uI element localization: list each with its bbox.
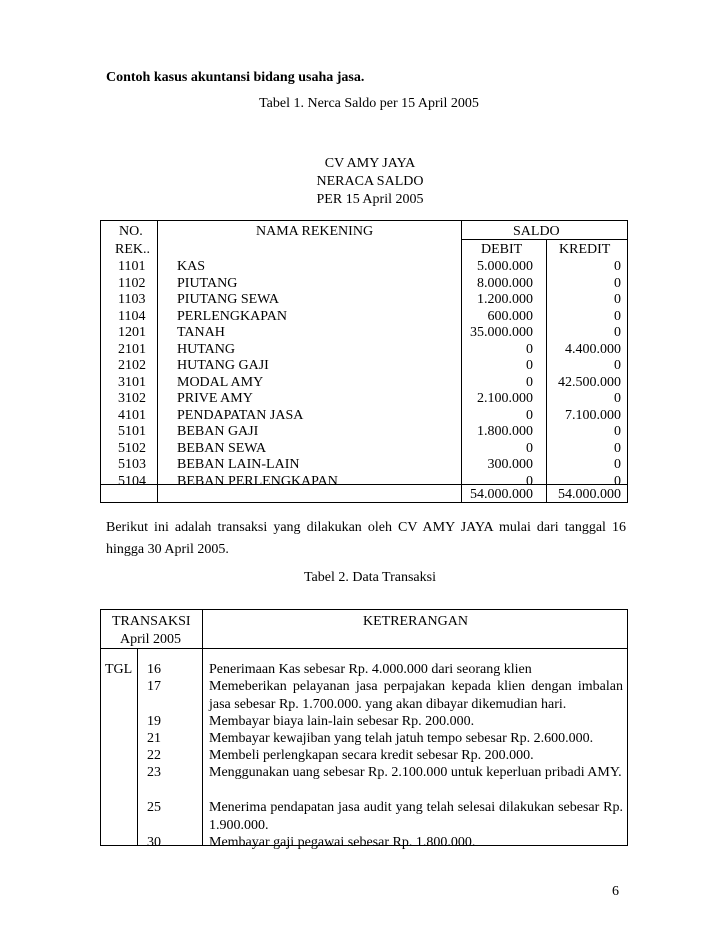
transaction-table [100, 609, 628, 850]
kredit-value: 0 [614, 473, 621, 489]
account-number: 5102 [118, 440, 146, 456]
account-name: MODAL AMY [177, 374, 264, 390]
account-name: BEBAN GAJI [177, 424, 259, 439]
kredit-value: 7.100.000 [565, 407, 621, 423]
transaction-description: Membayar biaya lain-lain sebesar Rp. 200.000. [209, 714, 475, 729]
kredit-value: 0 [614, 308, 621, 324]
account-number: 5101 [118, 424, 146, 439]
account-number: 1101 [118, 259, 146, 274]
transaction-description: Membayar kewajiban yang telah jatuh tempo sebesar Rp. 2.600.000. [209, 731, 594, 746]
debit-value: 1.200.000 [477, 292, 533, 307]
debit-value: 5.000.000 [477, 259, 533, 274]
debit-value: 0 [526, 407, 533, 423]
transaction-day: 25 [147, 800, 161, 815]
kredit-value: 0 [614, 457, 621, 472]
header-month: April 2005 [120, 632, 182, 647]
header-transaksi: TRANSAKSI [112, 614, 191, 629]
kredit-value: 0 [614, 325, 621, 340]
debit-value: 0 [526, 341, 533, 357]
transaction-day: 22 [147, 748, 161, 763]
account-name: KAS [177, 259, 206, 274]
account-number: 1103 [118, 292, 146, 307]
transaction-description: Membayar gaji pegawai sebesar Rp. 1.800.000. [209, 835, 476, 850]
company-block [0, 155, 728, 209]
header-no: NO. [119, 224, 143, 239]
header-account-name: NAMA REKENING [256, 224, 374, 239]
account-name: PIUTANG [177, 275, 238, 291]
account-name: HUTANG [177, 341, 235, 357]
debit-value: 300.000 [487, 457, 533, 472]
transaction-day: 16 [147, 662, 161, 677]
header-kredit: KREDIT [559, 242, 611, 257]
debit-value: 0 [526, 440, 533, 456]
total-kredit: 54.000.000 [558, 487, 621, 502]
company-name: CV AMY JAYA [324, 156, 416, 171]
column-divider [461, 221, 462, 503]
transaction-description: Memeberikan pelayanan jasa perpajakan kepada klien dengan imbalan jasa sebesar Rp. 1.700.000. yang akan dibayar dikemudian hari. [209, 679, 623, 712]
kredit-value: 0 [614, 275, 621, 291]
account-number: 1201 [118, 325, 146, 340]
debit-value: 1.800.000 [477, 424, 533, 439]
debit-value: 8.000.000 [477, 275, 533, 291]
column-divider [137, 649, 138, 846]
kredit-value: 42.500.000 [558, 374, 621, 390]
column-divider [546, 239, 547, 503]
transaction-description: Menggunakan uang sebesar Rp. 2.100.000 untuk keperluan pribadi AMY. [209, 765, 622, 780]
debit-value: 0 [526, 358, 533, 373]
account-name: BEBAN LAIN-LAIN [177, 457, 300, 472]
transaction-description: Penerimaan Kas sebesar Rp. 4.000.000 dari seorang klien [209, 662, 532, 677]
kredit-value: 0 [614, 358, 621, 373]
column-divider [202, 610, 203, 846]
row-divider [101, 648, 628, 649]
table2-caption: Tabel 2. Data Transaksi [303, 570, 436, 585]
account-name: PRIVE AMY [177, 391, 253, 406]
debit-value: 600.000 [487, 308, 533, 324]
table1-caption: Tabel 1. Nerca Saldo per 15 April 2005 [259, 96, 479, 111]
transaction-day: 23 [147, 765, 161, 780]
account-name: BEBAN SEWA [177, 440, 267, 456]
header-rek: REK.. [115, 242, 150, 257]
kredit-value: 0 [614, 259, 621, 274]
page-heading: Contoh kasus akuntansi bidang usaha jasa. [106, 70, 365, 85]
transaction-day: 30 [147, 835, 161, 850]
account-name: PENDAPATAN JASA [177, 407, 304, 423]
account-name: BEBAN PERLENGKAPAN [177, 473, 338, 489]
account-number: 1104 [118, 308, 146, 324]
tgl-label: TGL [105, 662, 133, 677]
account-number: 5104 [118, 473, 146, 489]
report-title: NERACA SALDO [316, 174, 424, 189]
debit-value: 0 [526, 473, 533, 489]
kredit-value: 0 [614, 424, 621, 439]
kredit-value: 0 [614, 391, 621, 406]
header-saldo: SALDO [513, 224, 560, 239]
kredit-value: 0 [614, 292, 621, 307]
account-number: 1102 [118, 275, 146, 291]
account-number: 4101 [118, 407, 146, 423]
account-number: 3102 [118, 391, 146, 406]
trial-balance-table [100, 220, 628, 503]
intro-paragraph: Berikut ini adalah transaksi yang dilakukan oleh CV AMY JAYA mulai dari tanggal 16 hingga 30 April 2005. [106, 520, 626, 557]
transaction-description: Membeli perlengkapan secara kredit sebesar Rp. 200.000. [209, 748, 534, 763]
debit-value: 0 [526, 374, 533, 390]
account-name: PERLENGKAPAN [177, 308, 287, 324]
account-name: PIUTANG SEWA [177, 292, 279, 307]
account-number: 2102 [118, 358, 146, 373]
header-keterangan: KETRERANGAN [363, 614, 468, 629]
header-debit: DEBIT [481, 242, 523, 257]
account-name: HUTANG GAJI [177, 358, 269, 373]
kredit-value: 4.400.000 [565, 341, 621, 357]
account-number: 2101 [118, 341, 146, 357]
page-number: 6 [612, 884, 619, 899]
transaction-day: 19 [147, 714, 161, 729]
transaction-day: 17 [147, 679, 161, 694]
kredit-value: 0 [614, 440, 621, 456]
account-number: 3101 [118, 374, 146, 390]
debit-value: 2.100.000 [477, 391, 533, 406]
debit-value: 35.000.000 [470, 325, 533, 340]
total-debit: 54.000.000 [470, 487, 533, 502]
transaction-description: Menerima pendapatan jasa audit yang telah selesai dilakukan sebesar Rp. 1.900.000. [209, 800, 623, 833]
account-number: 5103 [118, 457, 146, 472]
report-period: PER 15 April 2005 [316, 192, 424, 207]
account-name: TANAH [177, 325, 225, 340]
transaction-day: 21 [147, 731, 161, 746]
